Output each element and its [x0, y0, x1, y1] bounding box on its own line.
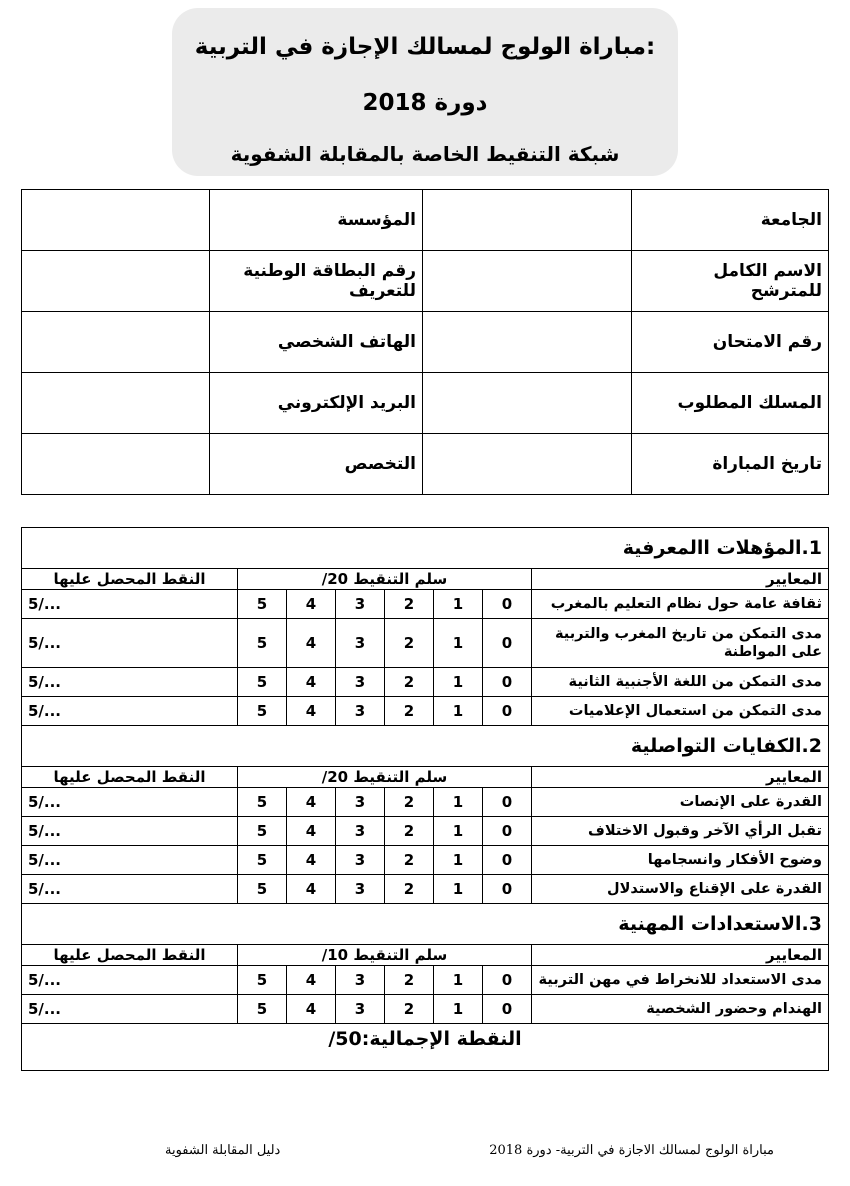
score-option-0[interactable]: 0 — [483, 668, 532, 697]
score-option-3[interactable]: 3 — [336, 590, 385, 619]
footer-exam-title: مباراة الولوج لمسالك الاجازة في التربية- دورة 2018 — [489, 1143, 774, 1158]
score-option-1[interactable]: 1 — [434, 995, 483, 1024]
info-value-field[interactable] — [423, 312, 632, 373]
score-option-1[interactable]: 1 — [434, 788, 483, 817]
total-row — [22, 1024, 829, 1071]
criterion-row — [22, 697, 829, 726]
info-label: رقم الامتحان — [632, 312, 829, 373]
score-option-0[interactable]: 0 — [483, 995, 532, 1024]
score-option-4[interactable]: 4 — [287, 817, 336, 846]
info-value-field[interactable] — [423, 373, 632, 434]
score-option-3[interactable]: 3 — [336, 875, 385, 904]
obtained-score-field[interactable]: 5/... — [22, 668, 238, 697]
criterion-row — [22, 995, 829, 1024]
criteria-header: المعايير — [532, 945, 829, 966]
score-option-4[interactable]: 4 — [287, 590, 336, 619]
obtained-score-header: النقط المحصل عليها — [22, 767, 238, 788]
header-box — [172, 8, 678, 176]
criterion-label: القدرة على الإنصات — [532, 788, 829, 817]
score-option-2[interactable]: 2 — [385, 875, 434, 904]
score-option-2[interactable]: 2 — [385, 995, 434, 1024]
info-label: رقم البطاقة الوطنية للتعريف — [210, 251, 423, 312]
info-row — [22, 251, 829, 312]
criterion-label: ثقافة عامة حول نظام التعليم بالمغرب — [532, 590, 829, 619]
score-option-2[interactable]: 2 — [385, 697, 434, 726]
score-option-2[interactable]: 2 — [385, 846, 434, 875]
score-option-3[interactable]: 3 — [336, 619, 385, 668]
section-row — [22, 726, 829, 767]
score-option-0[interactable]: 0 — [483, 817, 532, 846]
criterion-row — [22, 788, 829, 817]
criteria-header: المعايير — [532, 569, 829, 590]
header-subtitle: شبكة التنقيط الخاصة بالمقابلة الشفوية — [230, 142, 620, 166]
score-option-2[interactable]: 2 — [385, 817, 434, 846]
score-option-2[interactable]: 2 — [385, 590, 434, 619]
total-score-label: النقطة الإجمالية:50/ — [22, 1024, 829, 1071]
header-title: مباراة الولوج لمسالك الإجازة في التربية: — [194, 34, 656, 60]
score-option-5[interactable]: 5 — [238, 788, 287, 817]
criterion-label: القدرة على الإقناع والاستدلال — [532, 875, 829, 904]
score-option-4[interactable]: 4 — [287, 697, 336, 726]
scale-header: سلم التنقيط 20/ — [238, 569, 532, 590]
info-label: تاريخ المباراة — [632, 434, 829, 495]
obtained-score-field[interactable]: 5/... — [22, 846, 238, 875]
info-value-field[interactable] — [22, 373, 210, 434]
criterion-row — [22, 846, 829, 875]
score-option-5[interactable]: 5 — [238, 668, 287, 697]
info-row — [22, 190, 829, 251]
section-title: 2.الكفايات التواصلية — [22, 726, 829, 767]
score-option-1[interactable]: 1 — [434, 817, 483, 846]
score-option-5[interactable]: 5 — [238, 966, 287, 995]
score-option-0[interactable]: 0 — [483, 966, 532, 995]
criterion-row — [22, 817, 829, 846]
score-option-5[interactable]: 5 — [238, 995, 287, 1024]
score-option-0[interactable]: 0 — [483, 697, 532, 726]
section-row — [22, 904, 829, 945]
info-value-field[interactable] — [423, 251, 632, 312]
score-option-4[interactable]: 4 — [287, 619, 336, 668]
score-option-3[interactable]: 3 — [336, 668, 385, 697]
info-label: المؤسسة — [210, 190, 423, 251]
score-option-5[interactable]: 5 — [238, 697, 287, 726]
obtained-score-field[interactable]: 5/... — [22, 590, 238, 619]
score-option-0[interactable]: 0 — [483, 875, 532, 904]
score-option-0[interactable]: 0 — [483, 846, 532, 875]
criterion-row — [22, 590, 829, 619]
score-option-5[interactable]: 5 — [238, 590, 287, 619]
score-option-0[interactable]: 0 — [483, 788, 532, 817]
obtained-score-header: النقط المحصل عليها — [22, 945, 238, 966]
info-value-field[interactable] — [423, 434, 632, 495]
footer-guide-title: دليل المقابلة الشفوية — [165, 1143, 281, 1158]
score-option-4[interactable]: 4 — [287, 875, 336, 904]
score-option-2[interactable]: 2 — [385, 619, 434, 668]
score-option-4[interactable]: 4 — [287, 846, 336, 875]
info-value-field[interactable] — [22, 190, 210, 251]
score-option-4[interactable]: 4 — [287, 966, 336, 995]
info-row — [22, 373, 829, 434]
score-option-3[interactable]: 3 — [336, 846, 385, 875]
section-title: 3.الاستعدادات المهنية — [22, 904, 829, 945]
info-label: المسلك المطلوب — [632, 373, 829, 434]
score-option-1[interactable]: 1 — [434, 668, 483, 697]
obtained-score-field[interactable]: 5/... — [22, 995, 238, 1024]
criteria-header: المعايير — [532, 767, 829, 788]
info-value-field[interactable] — [22, 312, 210, 373]
score-option-2[interactable]: 2 — [385, 788, 434, 817]
score-option-2[interactable]: 2 — [385, 668, 434, 697]
criterion-row — [22, 619, 829, 668]
info-value-field[interactable] — [22, 434, 210, 495]
score-option-5[interactable]: 5 — [238, 875, 287, 904]
criterion-label: مدى الاستعداد للانخراط في مهن التربية — [532, 966, 829, 995]
section-row — [22, 528, 829, 569]
score-option-3[interactable]: 3 — [336, 788, 385, 817]
obtained-score-field[interactable]: 5/... — [22, 788, 238, 817]
score-option-2[interactable]: 2 — [385, 966, 434, 995]
section-title: 1.المؤهلات االمعرفية — [22, 528, 829, 569]
obtained-score-field[interactable]: 5/... — [22, 966, 238, 995]
info-label: التخصص — [210, 434, 423, 495]
info-label: الجامعة — [632, 190, 829, 251]
info-label: البريد الإلكتروني — [210, 373, 423, 434]
criterion-label: مدى التمكن من اللغة الأجنبية الثانية — [532, 668, 829, 697]
scale-header: سلم التنقيط 10/ — [238, 945, 532, 966]
criterion-row — [22, 668, 829, 697]
column-header-row — [22, 767, 829, 788]
info-row — [22, 312, 829, 373]
score-option-4[interactable]: 4 — [287, 788, 336, 817]
info-label: الهاتف الشخصي — [210, 312, 423, 373]
criterion-row — [22, 966, 829, 995]
candidate-info-table — [21, 189, 829, 495]
score-option-1[interactable]: 1 — [434, 966, 483, 995]
scale-header: سلم التنقيط 20/ — [238, 767, 532, 788]
header-session: دورة 2018 — [362, 90, 488, 116]
info-row — [22, 434, 829, 495]
score-option-0[interactable]: 0 — [483, 619, 532, 668]
score-option-5[interactable]: 5 — [238, 846, 287, 875]
criterion-label: مدى التمكن من استعمال الإعلاميات — [532, 697, 829, 726]
score-option-4[interactable]: 4 — [287, 668, 336, 697]
info-value-field[interactable] — [423, 190, 632, 251]
criterion-row — [22, 875, 829, 904]
score-option-3[interactable]: 3 — [336, 817, 385, 846]
score-option-4[interactable]: 4 — [287, 995, 336, 1024]
scoring-grid-table — [21, 527, 829, 1071]
obtained-score-field[interactable]: 5/... — [22, 875, 238, 904]
score-option-5[interactable]: 5 — [238, 619, 287, 668]
info-label: الاسم الكامل للمترشح — [632, 251, 829, 312]
score-option-3[interactable]: 3 — [336, 697, 385, 726]
obtained-score-header: النقط المحصل عليها — [22, 569, 238, 590]
criterion-label: الهندام وحضور الشخصية — [532, 995, 829, 1024]
column-header-row — [22, 945, 829, 966]
score-option-1[interactable]: 1 — [434, 846, 483, 875]
score-option-5[interactable]: 5 — [238, 817, 287, 846]
criterion-label: تقبل الرأي الآخر وقبول الاختلاف — [532, 817, 829, 846]
criterion-label: مدى التمكن من تاريخ المغرب والتربية على المواطنة — [532, 619, 829, 668]
score-option-1[interactable]: 1 — [434, 697, 483, 726]
obtained-score-field[interactable]: 5/... — [22, 697, 238, 726]
score-option-1[interactable]: 1 — [434, 590, 483, 619]
column-header-row — [22, 569, 829, 590]
info-value-field[interactable] — [22, 251, 210, 312]
score-option-3[interactable]: 3 — [336, 995, 385, 1024]
criterion-label: وضوح الأفكار وانسجامها — [532, 846, 829, 875]
score-option-3[interactable]: 3 — [336, 966, 385, 995]
score-option-0[interactable]: 0 — [483, 590, 532, 619]
score-option-1[interactable]: 1 — [434, 619, 483, 668]
obtained-score-field[interactable]: 5/... — [22, 619, 238, 668]
obtained-score-field[interactable]: 5/... — [22, 817, 238, 846]
score-option-1[interactable]: 1 — [434, 875, 483, 904]
